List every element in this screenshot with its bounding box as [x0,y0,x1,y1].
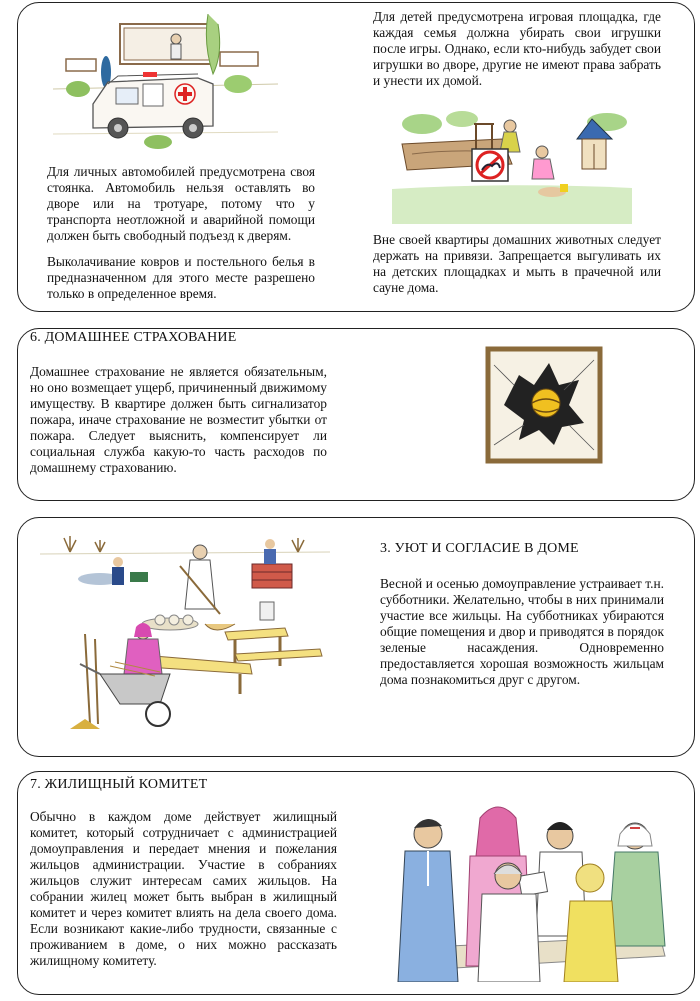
ambulance-illustration [48,14,283,162]
home-insurance-heading: 6. ДОМАШНЕЕ СТРАХОВАНИЕ [30,330,237,345]
housing-committee-paragraph: Обычно в каждом доме действует жилищный комитет, который сотрудничает с администрацией домоуправления и передает мнения и пожелания жильцов администрации. Участие в собраниях жильцов служит интересам самих жильцов. На собрании жилец может быть выбран в жилищный комитет и через комитет влиять на дела своего дома. Если возникают какие-либо трудности, связанные с проживанием в доме, о них можно рассказать жилищному комитету. [30,809,337,968]
parking-paragraph: Для личных автомобилей предусмотрена своя стоянка. Автомобиль нельзя оставлять во дворе или на тротуаре, потому что у транспорта неотложной и аварийной помощи должен быть свободный подъезд к дверям. [47,164,315,243]
broken-window-illustration [484,345,604,465]
pets-paragraph: Вне своей квартиры домашних животных следует держать на привязи. Запрещается выгуливать их на детских площадках и мыть в прачечной или сауне дома. [373,232,661,295]
housing-committee-heading: 7. ЖИЛИЩНЫЙ КОМИТЕТ [30,777,208,792]
cozy-home-paragraph: Весной и осенью домоуправление устраивает т.н. субботники. Желательно, чтобы в них принимали участие все жильцы. На субботниках убираются общие помещения и двор и приводятся в порядок зеленые насаждения. Одновременно предоставляется хорошая возможность жильцам дома познакомиться друг с другом. [380,576,664,687]
playground-paragraph: Для детей предусмотрена игровая площадка, где каждая семья должна убирать свои игрушки после игры. Однако, если кто-нибудь забудет свои игрушки во дворе, другие не имеют права забрать и унести их домой. [373,9,661,88]
home-insurance-paragraph: Домашнее страхование не является обязательным, но оно возмещает ущерб, причиненный движимому имуществу. В квартире должен быть сигнализатор пожара, иначе страхование не возместит убытки от пожара. Следует выяснить, компенсирует ли социальная служба какую-то часть расходов по домашнему страхованию. [30,364,327,475]
playground-illustration [392,104,632,224]
carpet-beating-paragraph: Выколачивание ковров и постельного белья в предназначенном для этого месте разрешено только в определенное время. [47,254,315,301]
cozy-home-heading: 3. УЮТ И СОГЛАСИЕ В ДОМЕ [380,541,579,556]
community-cleanup-illustration [40,524,330,738]
committee-meeting-illustration [390,796,678,982]
